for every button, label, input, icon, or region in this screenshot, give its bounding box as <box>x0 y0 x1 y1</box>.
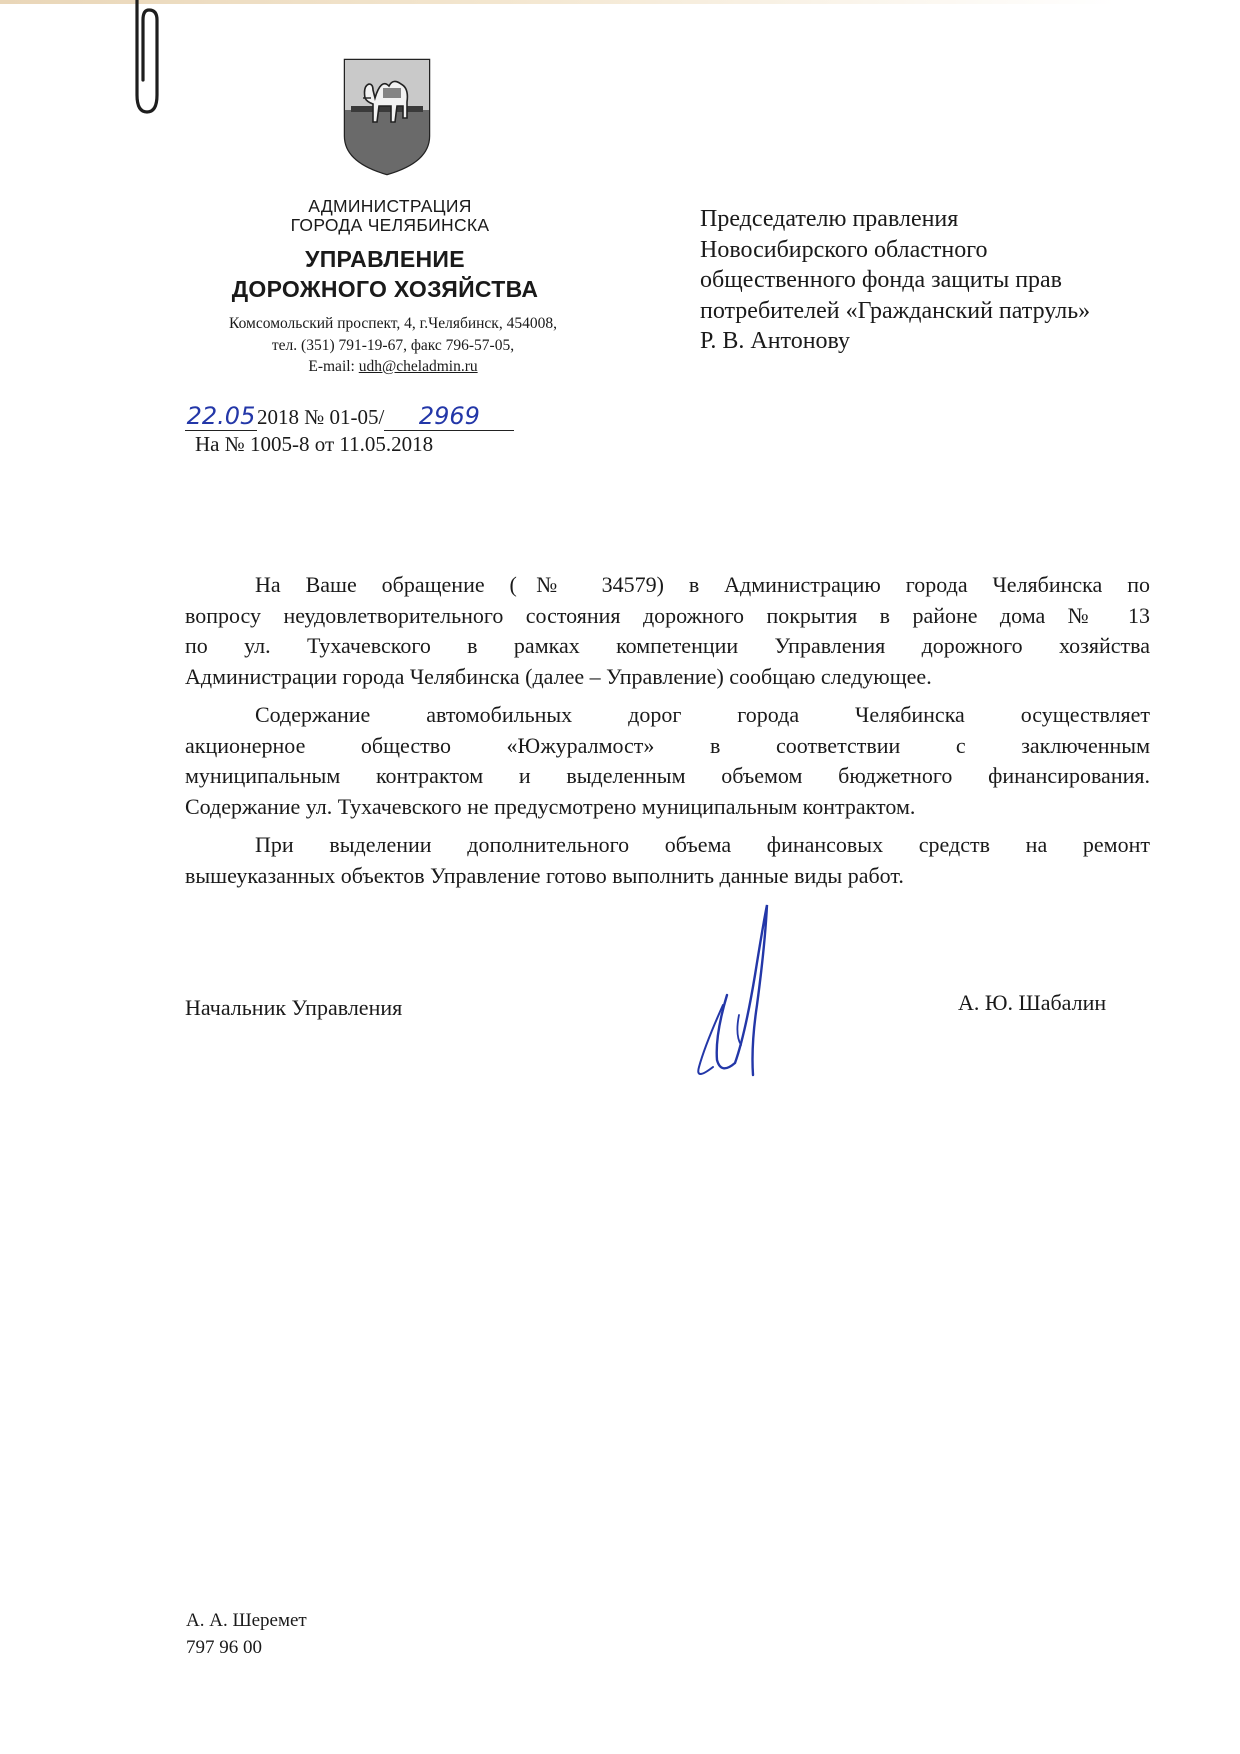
org-name-line1: АДМИНИСТРАЦИЯ <box>308 196 472 216</box>
recipient-line: общественного фонда защиты прав <box>700 267 1063 293</box>
reg-date-handwritten: 22.05 <box>186 402 256 430</box>
reg-number-handwritten: 2969 <box>384 402 514 431</box>
org-name-line2: ГОРОДА ЧЕЛЯБИНСКА <box>290 215 490 235</box>
body-line: вышеуказанных объектов Управление готово выполнить данные виды работ. <box>185 862 904 888</box>
body-paragraph-1 <box>185 570 1150 692</box>
body-line: Содержание ул. Тухачевского не предусмотрено муниципальным контрактом. <box>185 793 916 819</box>
email-link[interactable]: udh@cheladmin.ru <box>358 358 478 375</box>
paperclip-icon <box>115 0 160 120</box>
registration-line <box>185 402 514 431</box>
paper-top-edge <box>0 0 1240 4</box>
recipient-line: Председателю правления <box>700 206 959 232</box>
body-paragraph-3 <box>185 830 1150 891</box>
reg-number-prefix: № 01-05/ <box>304 405 385 429</box>
dept-name-line1: УПРАВЛЕНИЕ <box>305 246 465 272</box>
email-prefix: E-mail: <box>308 358 359 375</box>
body-paragraph-2 <box>185 700 1150 822</box>
body-line: по ул. Тухачевского в рамках компетенции Управления дорожного хозяйства <box>185 633 1150 658</box>
signatory-name: А. Ю. Шабалин <box>958 990 1107 1015</box>
recipient-line: Р. В. Антонову <box>700 328 851 354</box>
signatory-position: Начальник Управления <box>185 995 403 1020</box>
executor-phone: 797 96 00 <box>186 1637 262 1658</box>
handwritten-signature <box>665 885 805 1085</box>
reg-year: 2018 <box>257 405 299 429</box>
body-line: акционерное общество «Южуралмост» в соответствии с заключенным <box>185 732 1150 758</box>
body-line: вопросу неудовлетворительного состояния дорожного покрытия в районе дома № 13 <box>185 602 1150 628</box>
body-line: Содержание автомобильных дорог города Челябинска осуществляет <box>255 702 1150 727</box>
reply-to-line: На № 1005-8 от 11.05.2018 <box>195 432 434 456</box>
recipient-line: потребителей «Гражданский патруль» <box>700 297 1091 324</box>
body-line: На Ваше обращение (№ 34579) в Администрацию города Челябинска по <box>255 572 1150 597</box>
body-line: При выделении дополнительного объема финансовых средств на ремонт <box>255 832 1150 857</box>
org-address: Комсомольский проспект, 4, г.Челябинск, 454008, <box>229 315 557 332</box>
recipient-block <box>700 204 1090 357</box>
org-email-line <box>183 358 603 376</box>
executor-name: А. А. Шеремет <box>186 1610 307 1631</box>
chelyabinsk-coat-of-arms-camel-icon <box>343 58 431 176</box>
recipient-line: Новосибирского областного <box>700 236 988 263</box>
dept-name-line2: ДОРОЖНОГО ХОЗЯЙСТВА <box>231 276 539 302</box>
body-line: муниципальным контрактом и выделенным объемом бюджетного финансирования. <box>185 763 1150 788</box>
body-line: Администрации города Челябинска (далее – Управление) сообщаю следующее. <box>185 663 932 689</box>
org-phones: тел. (351) 791-19-67, факс 796-57-05, <box>271 337 515 354</box>
